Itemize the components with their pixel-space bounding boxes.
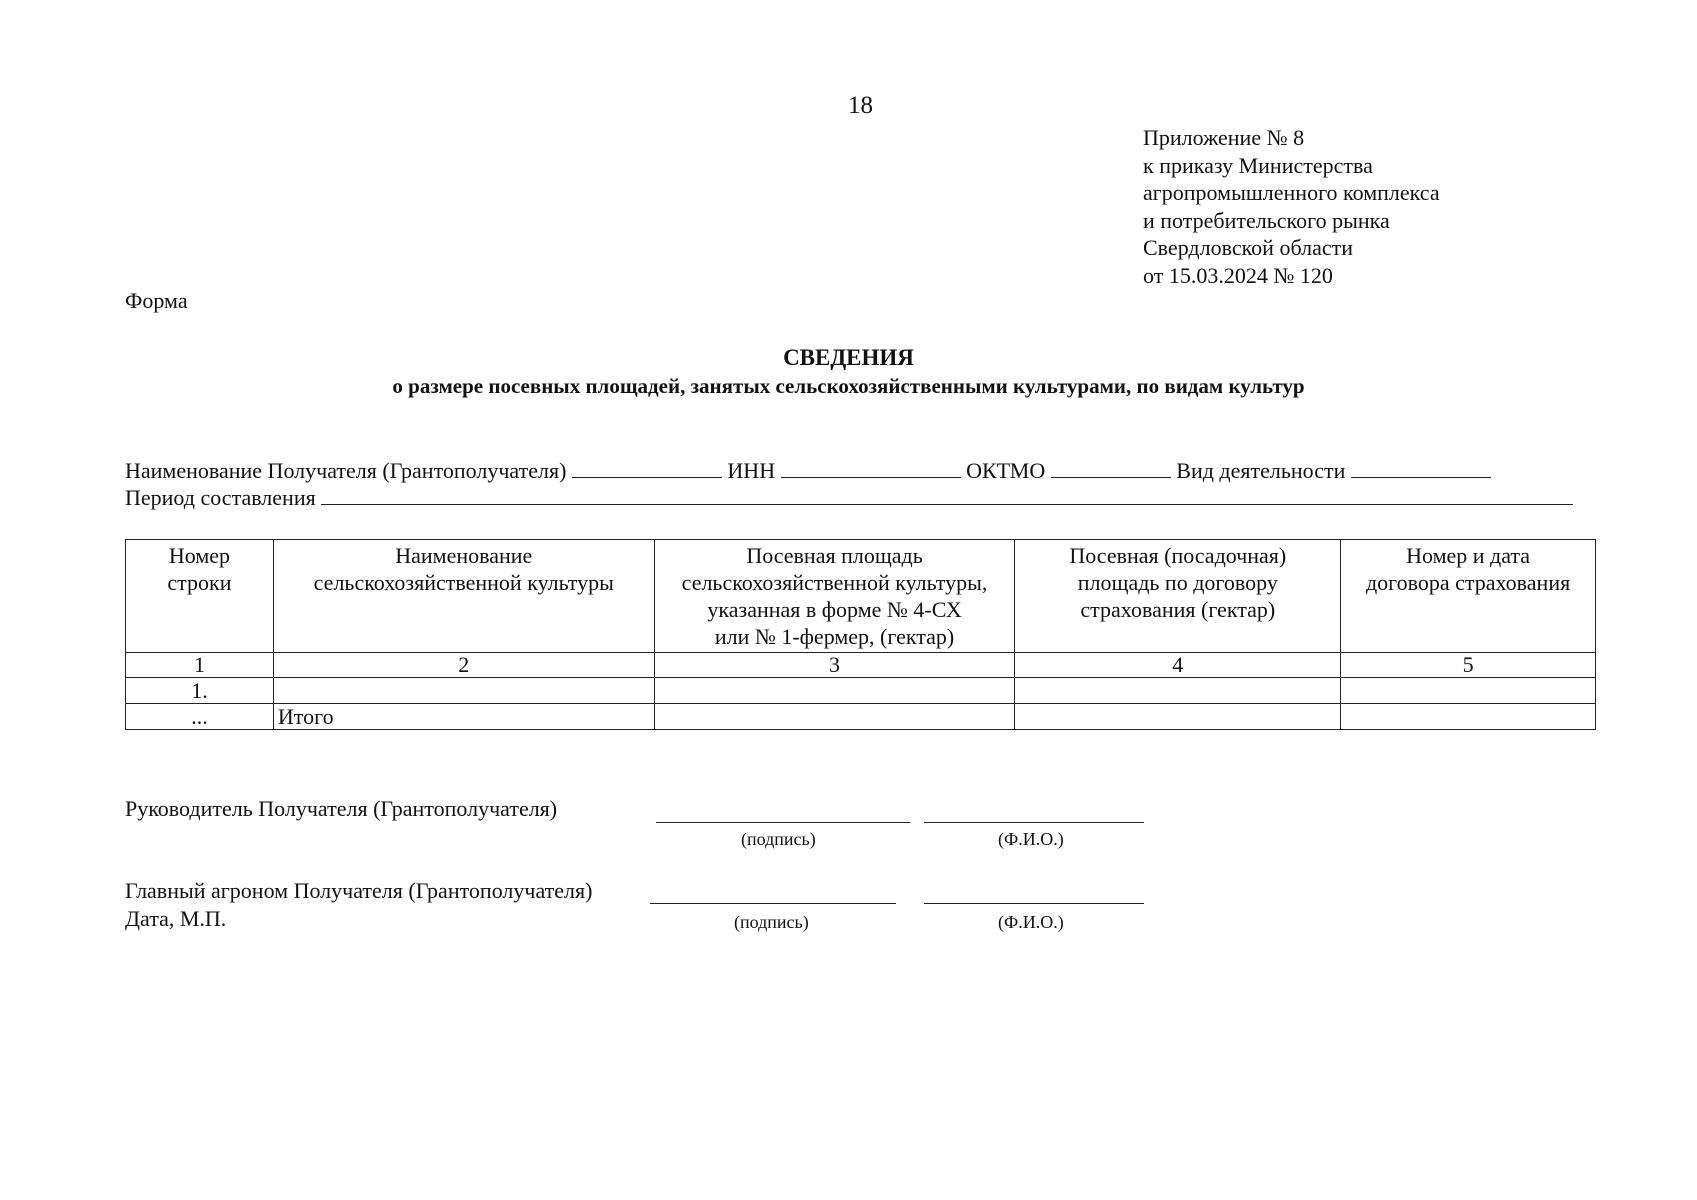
column-number: 3	[654, 653, 1015, 678]
column-number-row	[126, 653, 1596, 678]
table-total-row	[126, 704, 1596, 730]
header-text: Номер и дата	[1406, 543, 1531, 568]
header-text: строки	[167, 570, 232, 595]
document-title: СВЕДЕНИЯ	[783, 345, 914, 370]
header-text: договора страхования	[1365, 570, 1571, 595]
appendix-line: Свердловской области	[1143, 235, 1353, 260]
period-label: Период составления	[125, 485, 316, 510]
activity-field[interactable]	[1351, 459, 1491, 478]
period-field[interactable]	[321, 486, 1573, 505]
column-number: 4	[1015, 653, 1341, 678]
head-signature-caption: (подпись)	[741, 829, 816, 849]
header-text: или № 1-фермер, (гектар)	[714, 624, 955, 649]
column-number: 5	[1341, 653, 1596, 678]
page-number: 18	[848, 92, 873, 119]
oktmo-field[interactable]	[1051, 459, 1171, 478]
recipient-name-label: Наименование Получателя (Грантополучателя)	[125, 458, 567, 483]
header-text: сельскохозяйственной культуры	[313, 570, 614, 595]
table-cell[interactable]	[654, 704, 1015, 730]
table-cell[interactable]	[654, 678, 1015, 704]
table-cell[interactable]: ...	[126, 704, 274, 730]
crop-area-table	[125, 539, 1596, 730]
header-text: сельскохозяйственной культуры,	[681, 570, 988, 595]
recipient-name-field[interactable]	[572, 459, 722, 478]
agronomist-signature-caption: (подпись)	[734, 912, 809, 932]
head-signature-line[interactable]	[656, 822, 910, 823]
header-text: площадь по договору	[1077, 570, 1278, 595]
header-text: Наименование	[395, 543, 533, 568]
agronomist-fio-line[interactable]	[924, 903, 1144, 904]
header-text: Номер	[168, 543, 231, 568]
header-sown-area-insurance	[1015, 540, 1341, 653]
table-cell[interactable]	[273, 678, 654, 704]
header-crop-name	[273, 540, 654, 653]
appendix-line: и потребительского рынка	[1143, 207, 1390, 233]
agronomist-fio-caption: (Ф.И.О.)	[998, 912, 1064, 932]
header-text: Посевная площадь	[746, 543, 923, 568]
table-cell[interactable]: 1.	[126, 678, 274, 704]
oktmo-label: ОКТМО	[966, 458, 1046, 483]
agronomist-signature-line[interactable]	[650, 903, 896, 904]
header-sown-area-form	[654, 540, 1015, 653]
table-cell[interactable]	[1341, 704, 1596, 730]
header-row-number	[126, 540, 274, 653]
table-header-row	[126, 540, 1596, 653]
header-text: указанная в форме № 4-СХ	[707, 597, 962, 622]
head-fio-caption: (Ф.И.О.)	[998, 829, 1064, 849]
form-label: Форма	[125, 288, 188, 313]
appendix-line: агропромышленного комплекса	[1143, 180, 1440, 205]
inn-field[interactable]	[781, 459, 961, 478]
column-number: 2	[273, 653, 654, 678]
header-text: страхования (гектар)	[1080, 597, 1276, 622]
header-insurance-contract	[1341, 540, 1596, 653]
table-cell[interactable]	[1015, 678, 1341, 704]
head-signature-label: Руководитель Получателя (Грантополучателя)	[125, 796, 558, 821]
appendix-line: от 15.03.2024 № 120	[1143, 262, 1333, 288]
appendix-line: Приложение № 8	[1143, 125, 1305, 150]
table-row	[126, 678, 1596, 704]
inn-label: ИНН	[727, 458, 776, 483]
table-cell[interactable]: Итого	[273, 704, 654, 730]
period-row	[125, 485, 1573, 511]
table-cell[interactable]	[1015, 704, 1341, 730]
agronomist-signature-label: Главный агроном Получателя (Грантополучателя)	[125, 878, 593, 903]
appendix-line: к приказу Министерства	[1143, 152, 1373, 178]
appendix-block	[1143, 124, 1440, 289]
header-text: Посевная (посадочная)	[1069, 543, 1287, 568]
document-subtitle: о размере посевных площадей, занятых сельскохозяйственными культурами, по видам культур	[392, 374, 1305, 398]
activity-label: Вид деятельности	[1176, 458, 1346, 483]
recipient-fields-row	[125, 458, 1491, 484]
table-cell[interactable]	[1341, 678, 1596, 704]
head-fio-line[interactable]	[924, 822, 1144, 823]
column-number: 1	[126, 653, 274, 678]
date-stamp-label: Дата, М.П.	[125, 906, 227, 931]
